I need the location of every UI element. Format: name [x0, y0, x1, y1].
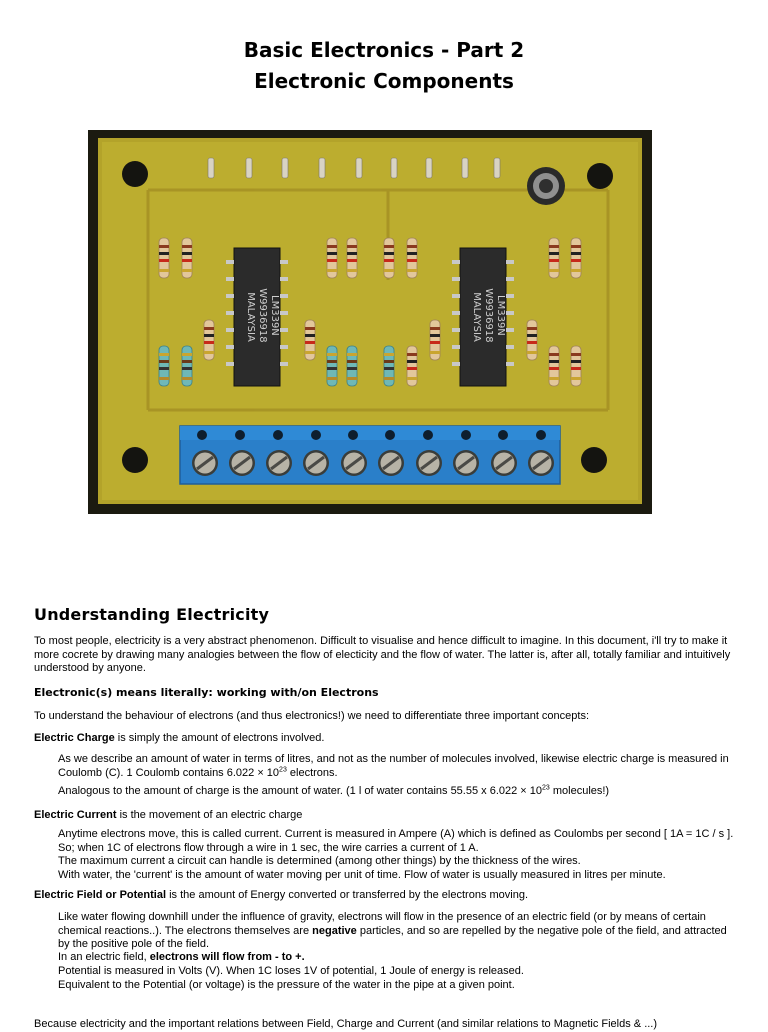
field-term: Electric Field or Potential — [34, 889, 167, 901]
charge-definition: Electric Charge is simply the amount of electrons involved. — [34, 732, 325, 744]
current-capacity: The maximum current a circuit can handle is determined (among other things) by the thickness of the wires. — [58, 855, 581, 867]
field-definition: Electric Field or Potential is the amount of Energy converted or transferred by the electrons moving. — [34, 889, 529, 901]
svg-text:LM339N W9936918 MALAYS: LM339N W9936918 MALAYSIA — [471, 288, 506, 343]
current-term: Electric Current — [34, 809, 117, 821]
section-heading: Understanding Electricity — [34, 605, 270, 624]
current-definition: Electric Current is the movement of an electric charge — [34, 809, 303, 821]
svg-text:LM339N W9936918 MALAYS: LM339N W9936918 MALAYSIA — [245, 288, 280, 343]
field-detail: Like water flowing downhill under the influence of gravity, electrons will flow in the presence of an electric field (or by means of certain chemical reactions..). The electrons themselves are negative particles, and so are repelled by the negative pole of the field, and attracted by the positive pole of the field. — [58, 911, 727, 950]
footer-partial-text: Because electricity and the important relations between Field, Charge and Current (and similar relations to Magnetic Fields & ...) — [34, 1018, 658, 1030]
page-title: Basic Electronics - Part 2 — [243, 38, 525, 62]
current-analogy: With water, the 'current' is the amount of water moving per unit of time. Flow of water is usually measured in litres per minute. — [58, 869, 666, 881]
concepts-intro: To understand the behaviour of electrons (and thus electronics!) we need to differentiate three important concepts: — [34, 710, 590, 722]
subheading: Electronic(s) means literally: working with/on Electrons — [34, 686, 379, 699]
circuit-board-photo — [88, 130, 652, 514]
page-subtitle: Electronic Components — [254, 69, 514, 93]
charge-detail: As we describe an amount of water in terms of litres, and not as the number of molecules involved, likewise electric charge is measured in Coulomb (C). 1 Coulomb contains $6.022 \times 10^{23}$ electrons. — [58, 753, 729, 779]
field-analogy: Equivalent to the Potential (or voltage) is the pressure of the water in the pipe at a given point. — [58, 979, 515, 991]
intro-paragraph: To most people, electricity is a very abstract phenomenon. Difficult to visualise and hence difficult to imagine. In this document, i'll try to make it more cocrete by drawing many analogies between the flow of electicity and the flow of water. The latter is, after all, totally familiar and intuitively understood by anyone. — [34, 635, 731, 674]
field-units: Potential is measured in Volts (V). When 1C loses 1V of potential, 1 Joule of energy is released. — [58, 965, 524, 977]
field-direction: In an electric field, electrons will flow from - to +. — [58, 951, 305, 963]
current-detail: Anytime electrons move, this is called current. Current is measured in Ampere (A) which is defined as Coulombs per second [ 1A = 1C / s ]. So; when 1C of electrons flow through a wire in 1 sec, the wire carries a current of 1 A. — [58, 828, 734, 854]
charge-analogy: Analogous to the amount of charge is the amount of water. (1 l of water contains 55.55 x $6.022 \times 10^{23}$ molecules!) — [58, 784, 610, 797]
charge-term: Electric Charge — [34, 732, 115, 744]
